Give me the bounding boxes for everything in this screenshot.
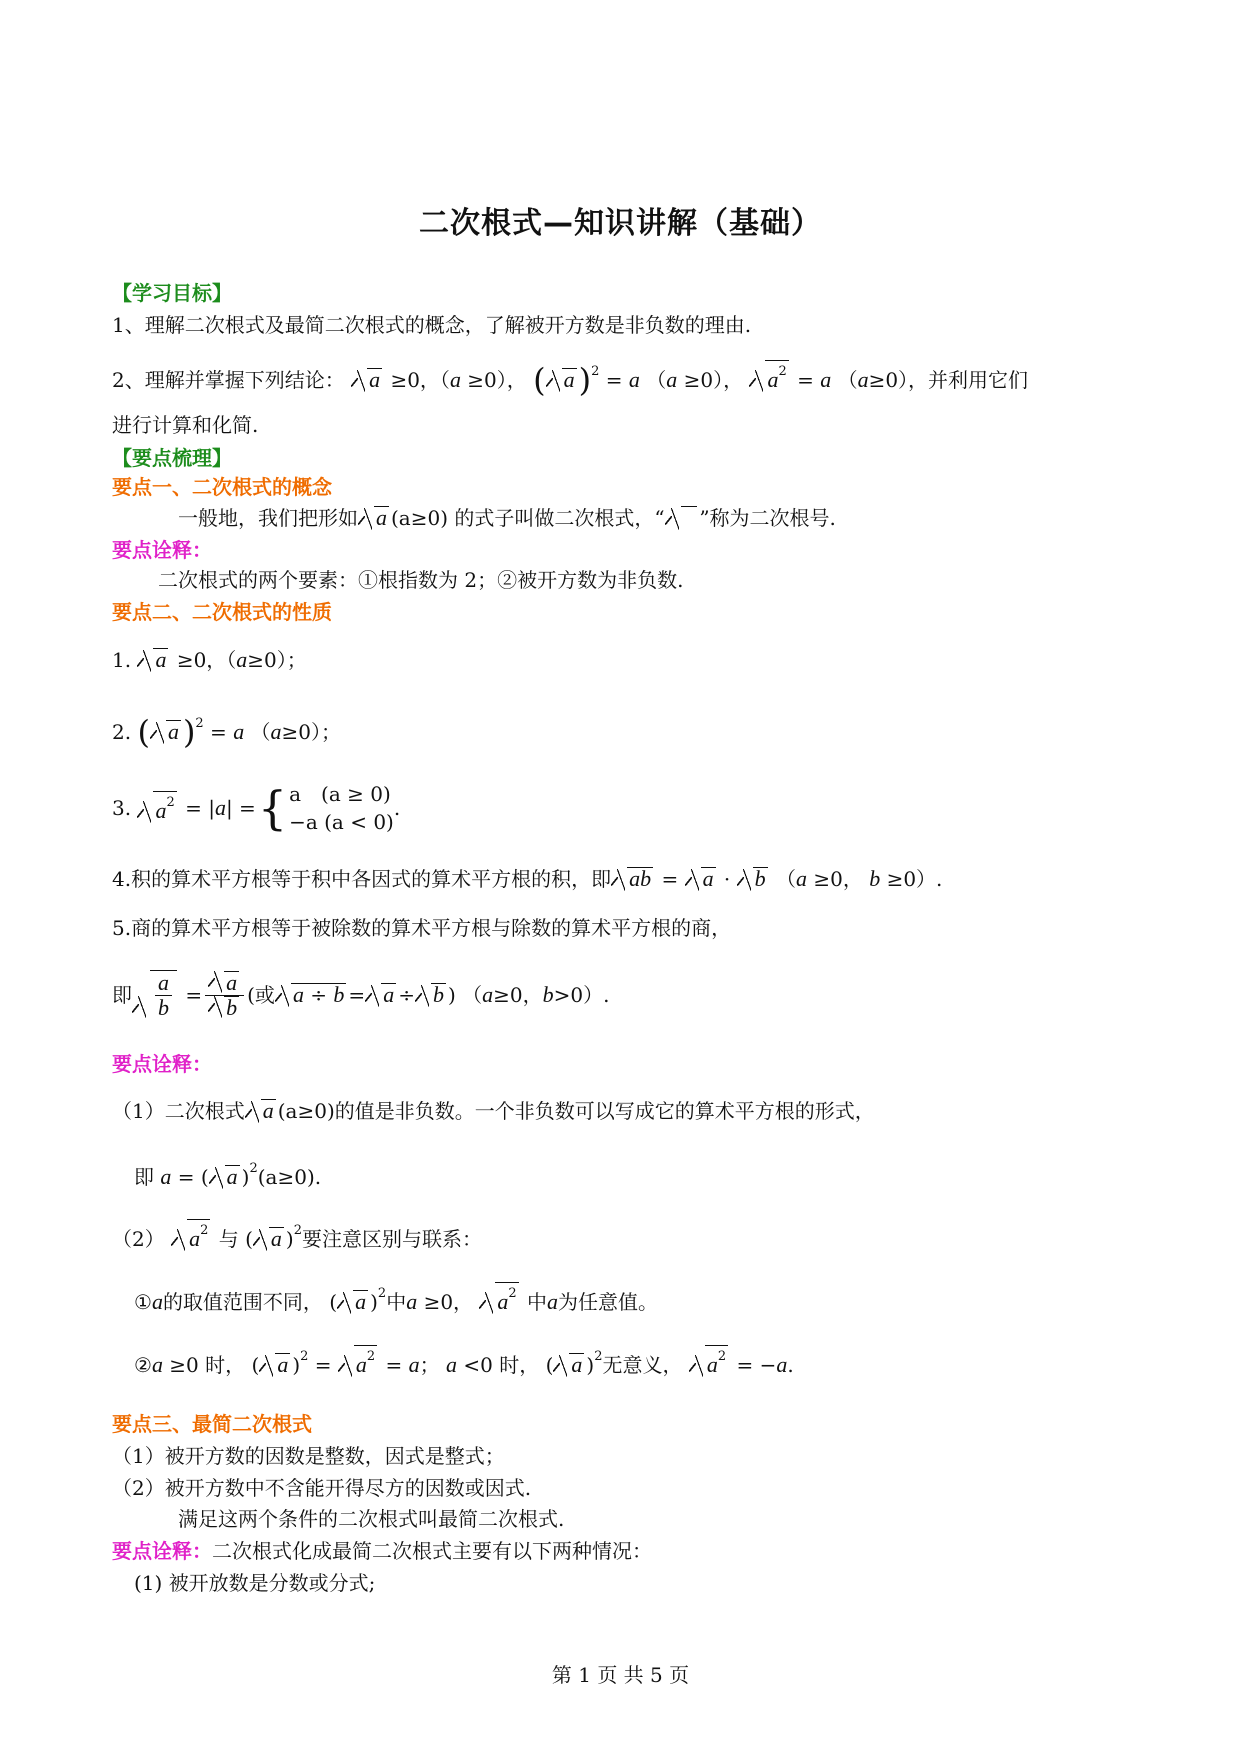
goal-2-text: 2、理解并掌握下列结论： [112, 368, 345, 392]
case-2: −a (a < 0) [289, 810, 394, 834]
property-3: 3. $a^2$ = | a | = { a (a ≥ 0) −a (a < 0) . [112, 781, 401, 835]
note-2-item-3-text-c: 中 [386, 1290, 407, 1314]
property-3-number: 3. [112, 796, 132, 820]
note-2-item-1-text-d: (a≥0). [257, 1165, 322, 1189]
sqrt-a-div-b: a ÷ b [275, 981, 348, 1009]
sqrt-a: a [245, 1097, 278, 1125]
note-2-item-1-text-c: 即 [134, 1165, 154, 1189]
sqrt-a-squared: $a^2$ [338, 1345, 379, 1379]
note-2-item-4-text-c: ； [419, 1353, 440, 1377]
sqrt-a: a [351, 366, 384, 394]
point-3-note-item-1: (1) 被开放数是分数或分式; [134, 1571, 376, 1595]
case-1: a (a ≥ 0) [289, 782, 391, 806]
sqrt-a-squared: $a^2$ [689, 1345, 730, 1379]
sqrt-a: a [259, 1351, 292, 1379]
goals-heading: 【学习目标】 [112, 281, 232, 305]
sqrt-a-squared: $a^2$ [137, 791, 178, 825]
property-2-text-b: （ [250, 720, 271, 744]
property-2-text-c: ≥0）； [281, 720, 342, 744]
note-label-3: 要点诠释： [112, 1539, 212, 1563]
note-2-item-2-text-c: 要注意区别与联系： [302, 1227, 482, 1251]
note-2-item-1 [112, 1097, 875, 1125]
property-5-text-g: >0）. [553, 983, 610, 1007]
sqrt-a: a [337, 1288, 370, 1316]
sqrt-a: a [553, 1351, 586, 1379]
property-1-number: 1. [112, 648, 132, 672]
note-2-item-1-text-a: （1）二次根式 [112, 1099, 245, 1123]
sqrt-a: a [253, 1225, 286, 1253]
goal-2-text-b: ≥0，（ [390, 368, 450, 392]
property-5-text-e: （ [462, 983, 483, 1007]
goal-1: 1、理解二次根式及最简二次根式的概念，了解被开方数是非负数的理由. [112, 313, 752, 337]
point-3-item-2: （2）被开方数中不含能开得尽方的因数或因式. [112, 1476, 532, 1500]
sqrt-a-inner: a [546, 366, 579, 394]
property-4: 4.积的算术平方根等于积中各因式的算术平方根的积，即 ab = a · b （a ≥0， b ≥0）. [112, 866, 943, 891]
point-1-text-b: (a≥0) 的式子叫做二次根式，“ [391, 506, 665, 530]
property-1: 1. a ≥0，（a≥0）； [112, 647, 307, 672]
property-2-number: 2. [112, 720, 132, 744]
note-2-item-3-text-b: 的取值范围不同， [162, 1290, 323, 1314]
note-2-item-4-text-b: ≥0 时， [169, 1353, 246, 1377]
point-3-note-text: 二次根式化成最简二次根式主要有以下两种情况： [212, 1539, 652, 1563]
sqrt-ab: ab [611, 865, 655, 893]
sqrt-a-squared: $a^2$ [749, 360, 790, 394]
note-2-item-1-text-b: (a≥0)的值是非负数。一个非负数可以写成它的算术平方根的形式， [277, 1099, 875, 1123]
property-5-text-b: 即 [112, 983, 132, 1007]
note-2-item-3: ①a的取值范围不同， ( a )$^2$中a ≥0， $a^2$ 中a为任意值。 [134, 1280, 658, 1316]
note-2-item-4-text-e: 无意义， [602, 1353, 683, 1377]
sqrt-b: b [415, 981, 448, 1009]
property-4-text-a: 4.积的算术平方根等于积中各因式的算术平方根的积，即 [112, 867, 612, 891]
goal-2-text-g: ≥0），并利用它们 [868, 368, 1029, 392]
property-2: 2. ( a )$^2$ = a （a≥0）； [112, 713, 342, 751]
sqrt-a-squared: $a^2$ [171, 1219, 212, 1253]
sqrt-a: a [150, 718, 183, 746]
point-1-text [178, 504, 836, 532]
page-title: 二次根式—知识讲解（基础） [419, 206, 822, 241]
sqrt-fraction: $\frac{a}{b}$ [132, 970, 179, 1020]
piecewise-cases [289, 780, 394, 836]
property-1-text-c: ≥0）； [247, 648, 307, 672]
point-3-note [112, 1537, 652, 1565]
radical-sign-icon [665, 504, 700, 532]
point-3-item-1: （1）被开方数的因数是整数，因式是整式； [112, 1444, 505, 1468]
note-2-item-4-text-d: <0 时， [463, 1353, 540, 1377]
note-label-2: 要点诠释： [112, 1052, 212, 1076]
sqrt-b: b [737, 865, 770, 893]
fraction-sqrt: $\frac{a}{b}$ [205, 971, 244, 1020]
goal-2-cont: 进行计算和化简. [112, 413, 259, 437]
point-3-heading: 要点三、最简二次根式 [112, 1412, 312, 1436]
sqrt-a: a [209, 1163, 242, 1191]
note-2-item-3-text-e: 中 [527, 1290, 548, 1314]
note-2-item-3-text-f: 为任意值。 [558, 1290, 659, 1314]
goal-2-text-c: ≥0）， [467, 368, 527, 392]
note-2-item-2: （2） $a^2$ 与 ( a )$^2$要注意区别与联系： [112, 1217, 482, 1253]
goal-2-text-d: （ [646, 368, 667, 392]
note-2-item-4-text-a: ② [134, 1353, 152, 1377]
page-footer: 第 1 页 共 5 页 [551, 1663, 690, 1687]
point-2-heading: 要点二、二次根式的性质 [112, 600, 332, 624]
property-4-text-b: （ [776, 867, 797, 891]
sqrt-a-squared: $a^2$ [479, 1282, 520, 1316]
property-5-text-f: ≥0， [493, 983, 543, 1007]
note-2-item-2-text-a: （2） [112, 1227, 165, 1251]
property-5-text-c: (或 [247, 983, 275, 1007]
goal-2-text-e: ≥0）， [683, 368, 744, 392]
property-5: 5.商的算术平方根等于被除数的算术平方根与除数的算术平方根的商， [112, 916, 732, 940]
sqrt-a: a [358, 504, 391, 532]
point-1-text-c: ”称为二次根号. [699, 506, 836, 530]
note-2-item-2-text-b: 与 [218, 1227, 239, 1251]
note-2-item-1-formula: 即 a = ( a )$^2$(a≥0). [134, 1161, 322, 1189]
points-heading: 【要点梳理】 [112, 446, 232, 470]
point-3-item-3: 满足这两个条件的二次根式叫最简二次根式. [178, 1507, 565, 1531]
note-label-1: 要点诠释： [112, 538, 212, 562]
note-2-item-4: ②a ≥0 时， ( a )$^2 = a^2 = a$； a <0 时， ( a )$^2$无意义， $a^2 = -a$. [134, 1343, 794, 1379]
point-1-note: 二次根式的两个要素：①根指数为 2；②被开方数为非负数. [158, 568, 684, 592]
note-2-item-3-text-a: ① [134, 1290, 152, 1314]
sqrt-a: a [137, 646, 170, 674]
property-1-text-b: ≥0，（ [176, 648, 237, 672]
property-4-text-d: ≥0）. [886, 867, 943, 891]
point-1-heading: 要点一、二次根式的概念 [112, 475, 332, 499]
sqrt-a: a [685, 865, 718, 893]
property-5-formula: 即 $\frac{a}{b}$ = $\frac{a}{b}$ (或 a ÷ b = a ÷ b ) （ a ≥0， b >0）. [112, 969, 610, 1020]
sqrt-a: a [365, 981, 398, 1009]
note-2-item-3-text-d: ≥0， [423, 1290, 474, 1314]
property-4-text-c: ≥0， [813, 867, 863, 891]
property-5-text-d: ) [447, 983, 456, 1007]
goal-2: 2、理解并掌握下列结论： a ≥0，（a ≥0）， ( a )$^2$ = a （a ≥0）， $a^2 = a$ （a≥0），并利用它们 [112, 361, 1029, 399]
point-1-text-a: 一般地，我们把形如 [178, 506, 358, 530]
goal-2-text-f: （ [837, 368, 858, 392]
